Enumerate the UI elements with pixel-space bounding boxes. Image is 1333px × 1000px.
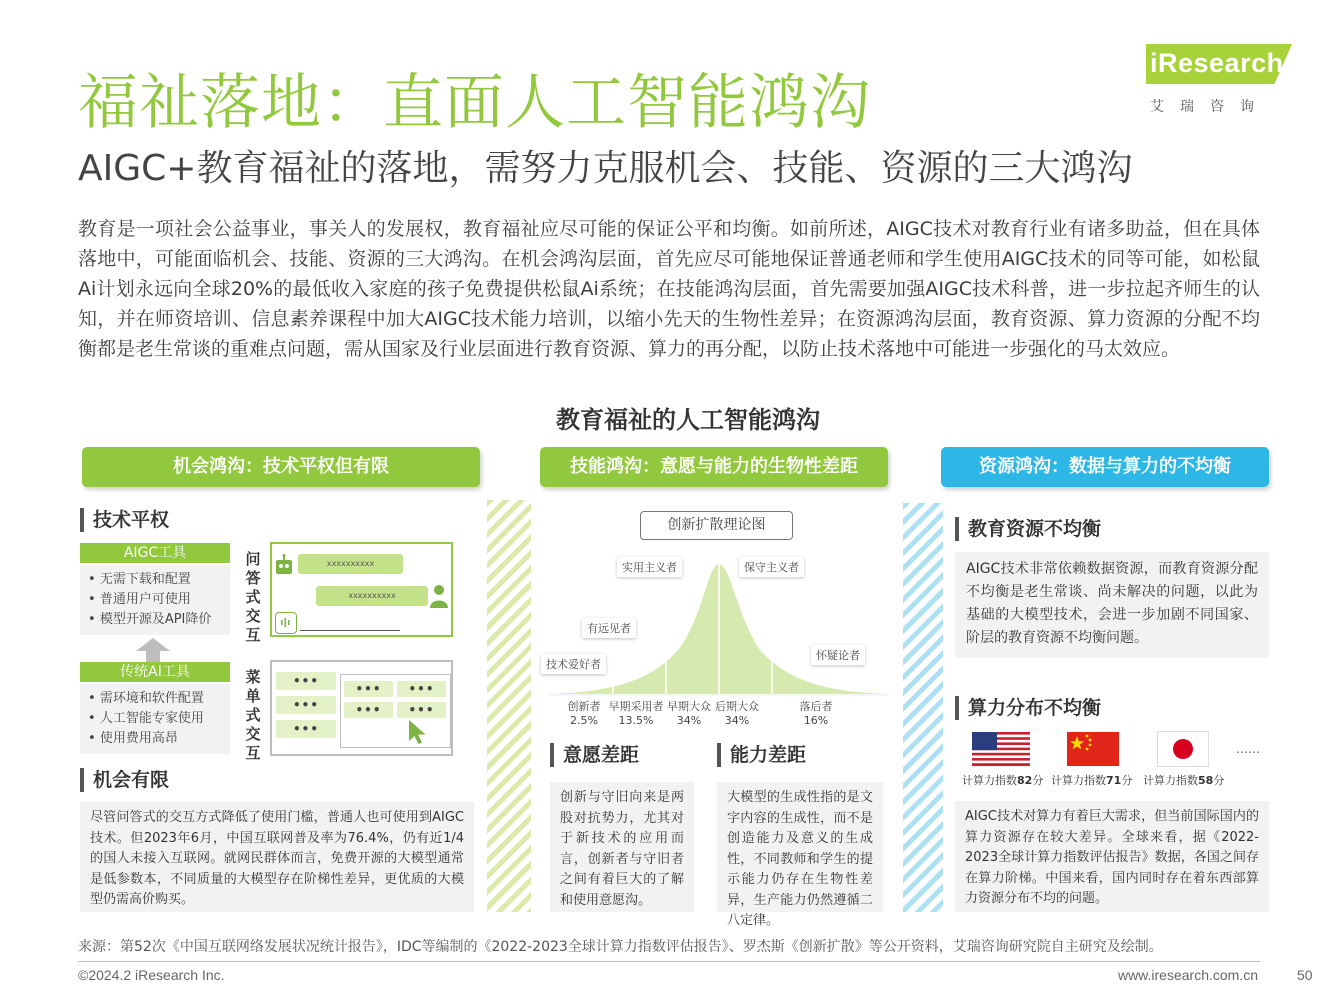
cn-flag-icon	[1067, 732, 1119, 766]
opportunity-gap-header: 机会鸿沟：技术平权但有限	[82, 447, 480, 487]
hatched-divider-right	[903, 503, 943, 912]
menu-interaction-mockup	[270, 660, 453, 756]
curve-label-skeptics: 怀疑论者	[811, 645, 865, 665]
page-title: 福祉落地：直面人工智能鸿沟	[78, 68, 871, 138]
cursor-icon	[406, 718, 430, 746]
us-flag-icon	[972, 732, 1030, 766]
website-link[interactable]: www.iresearch.com.cn	[1117, 967, 1258, 983]
menu-cell: •••	[344, 702, 393, 718]
aigc-feature: • 无需下载和配置	[88, 570, 222, 590]
traditional-ai-features	[80, 684, 230, 754]
computing-power-paragraph: AIGC技术对算力有着巨大需求，但当前国际国内的算力资源存在较大差异。全球来看，据《2022-2023全球计算力指数评估报告》数据，各国之间存在算力阶梯。中国来看，国内同时存在着东西部算力资源分布不均的问题。	[955, 801, 1269, 912]
stage-innovators: 创新者 2.5%	[567, 700, 601, 727]
aigc-tool-tag: AIGC工具	[80, 543, 230, 563]
more-countries-ellipsis: ……	[1236, 742, 1260, 756]
aigc-feature: • 普通用户可使用	[88, 590, 222, 610]
intro-paragraph: 教育是一项社会公益事业，事关人的发展权，教育福祉应尽可能的保证公平和均衡。如前所述，AIGC技术对教育行业有诸多助益，但在具体落地中，可能面临机会、技能、资源的三大鸿沟。在机会鸿沟层面，首先应尽可能地保证普通老师和学生使用AIGC技术的同等可能，如松鼠Ai计划永远向全球20%的最低收入家庭的孩子免费提供松鼠Ai系统；在技能鸿沟层面，首先需要加强AIGC技术科普，进一步拉起齐师生的认知，并在师资培训、信息素养课程中加大AIGC技术能力培训，以缩小先天的生物性差异；在资源鸿沟层面，教育资源、算力资源的分配不均衡都是老生常谈的重难点问题，需从国家及行业层面进行教育资源、算力的再分配，以防止技术落地中可能进一步强化的马太效应。	[78, 218, 1260, 360]
diagram-title: 教育福祉的人工智能鸿沟	[556, 406, 820, 434]
cn-compute-index: 计算力指数71分	[1051, 774, 1133, 787]
page-number: 50	[1297, 967, 1313, 983]
section-computing-power: 算力分布不均衡	[955, 696, 1101, 720]
menu-cell: •••	[276, 720, 336, 738]
diffusion-curve-title: 创新扩散理论图	[640, 511, 793, 540]
section-education-resource: 教育资源不均衡	[955, 517, 1101, 541]
skill-gap-header: 技能鸿沟：意愿与能力的生物性差距	[540, 447, 888, 487]
willingness-paragraph: 创新与守旧向来是两股对抗势力，尤其对于新技术的应用而言，创新者与守旧者之间有着巨大的了解和使用意愿沟。	[550, 782, 694, 912]
up-arrow-icon	[136, 638, 170, 662]
page-subtitle: AIGC+教育福祉的落地，需努力克服机会、技能、资源的三大鸿沟	[78, 148, 1133, 189]
robot-icon	[274, 554, 294, 576]
iresearch-logo	[1146, 44, 1296, 116]
hatched-divider-left	[487, 500, 531, 912]
ability-paragraph: 大模型的生成性指的是文字内容的生成性，而不是创造能力及意义的生成性，不同教师和学生的提示能力仍存在生物性差异，生产能力仍然遵循二八定律。	[717, 782, 883, 912]
logo-text: iResearch	[1150, 48, 1284, 78]
traditional-ai-tool-tag: 传统AI工具	[80, 662, 230, 682]
curve-label-enthusiasts: 技术爱好者	[541, 654, 606, 674]
section-limited-opportunity: 机会有限	[80, 768, 169, 792]
logo-cn-text: 艾瑞咨询	[1150, 99, 1270, 115]
resource-gap-header: 资源鸿沟：数据与算力的不均衡	[941, 447, 1269, 487]
traditional-feature: • 使用费用高昂	[88, 729, 222, 749]
user-icon	[430, 584, 448, 608]
curve-label-visionaries: 有远见者	[582, 618, 636, 638]
education-resource-paragraph: AIGC技术非常依赖数据资源，而教育资源分配不均衡是老生常谈、尚未解决的问题，以此为基础的大模型技术，会进一步加剧不同国家、阶层的教育资源不均衡问题。	[955, 552, 1269, 658]
menu-cell: •••	[397, 702, 446, 718]
stage-laggards: 落后者 16%	[799, 700, 833, 727]
aigc-feature: • 模型开源及API降价	[88, 610, 222, 630]
footer-divider	[78, 961, 1260, 962]
aigc-tool-features	[80, 565, 230, 635]
curve-label-pragmatists: 实用主义者	[617, 557, 682, 577]
jp-flag-icon	[1157, 731, 1209, 767]
user-chat-bubble: xxxxxxxxxx	[316, 586, 428, 606]
menu-cell: •••	[276, 672, 336, 690]
section-tech-equality: 技术平权	[80, 508, 169, 532]
stage-early-adopters: 早期采用者 13.5%	[608, 700, 664, 727]
qa-interaction-label: 问答式交互	[245, 550, 261, 644]
us-compute-index: 计算力指数82分	[962, 774, 1044, 787]
menu-panel	[340, 674, 451, 748]
robot-chat-bubble: xxxxxxxxxx	[298, 554, 403, 574]
source-note: 来源：第52次《中国互联网络发展状况统计报告》，IDC等编制的《2022-2023全球计算力指数评估报告》、罗杰斯《创新扩散》等公开资料，艾瑞咨询研究院自主研究及绘制。	[78, 939, 1163, 955]
copyright: ©2024.2 iResearch Inc.	[78, 967, 225, 983]
voice-input-icon	[275, 612, 297, 634]
menu-cell: •••	[276, 696, 336, 714]
opportunity-paragraph: 尽管问答式的交互方式降低了使用门槛，普通人也可使用到AIGC技术。但2023年6月，中国互联网普及率为76.4%，仍有近1/4的国人未接入互联网。就网民群体而言，免费开源的大模型通常是低参数本，不同质量的大模型存在阶梯性差异，更优质的大模型仍需高价购买。	[80, 802, 474, 912]
menu-cell: •••	[397, 681, 446, 697]
menu-interaction-label: 菜单式交互	[245, 668, 261, 762]
section-ability-gap: 能力差距	[717, 743, 806, 767]
stage-early-majority: 早期大众 34%	[667, 700, 711, 727]
traditional-feature: • 人工智能专家使用	[88, 709, 222, 729]
curve-label-conservatives: 保守主义者	[739, 557, 804, 577]
traditional-feature: • 需环境和软件配置	[88, 689, 222, 709]
input-line	[300, 630, 400, 631]
jp-compute-index: 计算力指数58分	[1143, 774, 1225, 787]
section-willingness-gap: 意愿差距	[550, 743, 639, 767]
qa-interaction-mockup	[270, 542, 453, 637]
stage-late-majority: 后期大众 34%	[715, 700, 759, 727]
menu-cell: •••	[344, 681, 393, 697]
